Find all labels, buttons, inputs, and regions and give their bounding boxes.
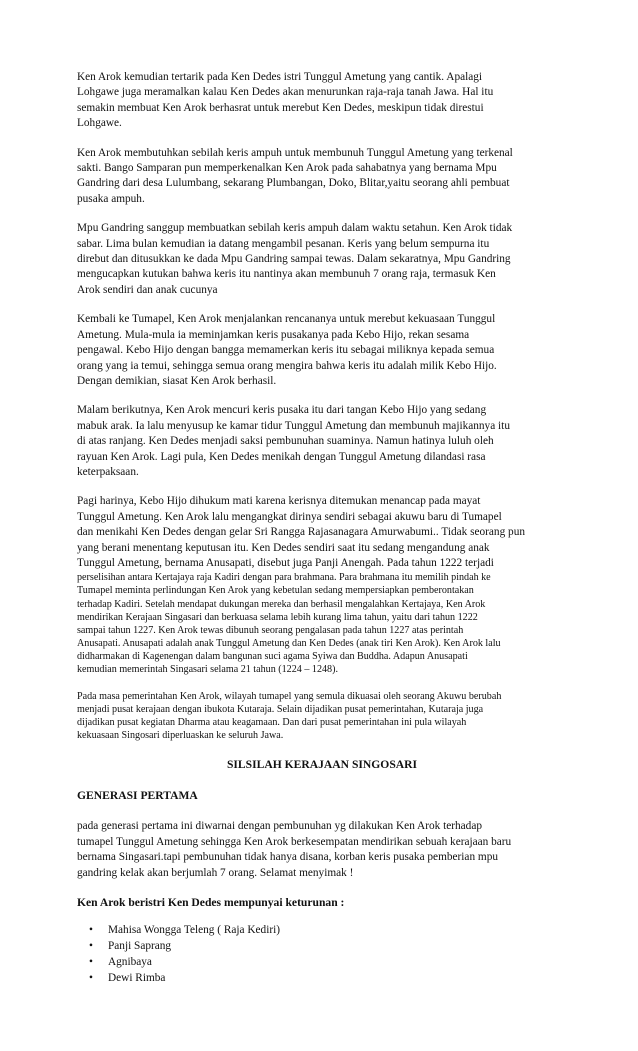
descendants-list bbox=[77, 922, 567, 986]
paragraph: Malam berikutnya, Ken Arok mencuri keris pusaka itu dari tangan Kebo Hijo yang sedang mabuk arak. Ia lalu menyusup ke kamar tidur Tunggul Ametung dan membunuh majikannya itu di atas ranjang. Ken Dedes menjadi saksi pembunuhan suaminya. Namun hatinya luluh oleh rayuan Ken Arok. Lagi pula, Ken Dedes menikah dengan Tunggul Ametung dilandasi rasa keterpaksaan. bbox=[77, 404, 510, 478]
list-item bbox=[77, 938, 567, 954]
paragraph: Kembali ke Tumapel, Ken Arok menjalankan rencananya untuk merebut kekuasaan Tunggul Ametung. Mula-mula ia meminjamkan keris pusakanya pada Kebo Hijo, rekan sesama pengawal. Kebo Hijo dengan bangga memamerkan keris itu sebagai miliknya kepada semua orang yang ia temui, sehingga semua orang mengira bahwa keris itu adalah milik Kebo Hijo. Dengan demikian, siasat Ken Arok berhasil. bbox=[77, 313, 497, 387]
list-item-label: Mahisa Wongga Teleng ( Raja Kediri) bbox=[108, 924, 280, 937]
list-item bbox=[77, 970, 567, 986]
paragraph: Pagi harinya, Kebo Hijo dihukum mati karena kerisnya ditemukan menancap pada mayat Tunggul Ametung. Ken Arok lalu mengangkat dirinya sendiri sebagai akuwu baru di Tumapel dan menikahi Ken Dedes dengan gelar Sri Rangga Rajasanagara Amurwabumi.. Tidak seorang pun yang berani menentang keputusan itu. Ken Dedes sendiri saat itu sedang mengandung anak Tunggul Ametung, bernama Anusapati, disebut juga Panji Anengah. Pada tahun 1222 terjadi bbox=[77, 495, 525, 569]
list-item bbox=[77, 922, 567, 938]
section-title: SILSILAH KERAJAAN SINGOSARI bbox=[226, 757, 418, 771]
paragraph: Ken Arok membutuhkan sebilah keris ampuh untuk membunuh Tunggul Ametung yang terkenal sakti. Bango Samparan pun memperkenalkan Ken Arok pada sahabatnya yang bernama Mpu Gandring dari desa Lulumbang, sekarang Plumbangan, Doko, Blitar,yaitu seorang ahli pembuat pusaka ampuh. bbox=[77, 146, 513, 205]
paragraph-small: Pada masa pemerintahan Ken Arok, wilayah tumapel yang semula dikuasai oleh seorang Akuwu berubah menjadi pusat kerajaan dengan ibukota Kutaraja. Selain dijadikan pusat pemerintahan, Kutaraja juga dijadikan pusat kegiatan Dharma atau keagamaan. Dan dari pusat pemerintahan ini pula wilayah kekuasaan Singosari diperluaskan ke seluruh Jawa. bbox=[77, 691, 502, 742]
list-item-label: Dewi Rimba bbox=[108, 972, 166, 985]
bullet-icon: • bbox=[89, 924, 93, 937]
generation-heading: GENERASI PERTAMA bbox=[77, 788, 198, 802]
document-page bbox=[77, 70, 567, 986]
paragraph: Ken Arok kemudian tertarik pada Ken Dedes istri Tunggul Ametung yang cantik. Apalagi Lohgawe juga meramalkan kalau Ken Dedes akan menurunkan raja-raja tanah Jawa. Hal itu semakin membuat Ken Arok berhasrat untuk merebut Ken Dedes, meskipun tidak direstui Lohgawe. bbox=[77, 71, 494, 130]
bullet-icon: • bbox=[89, 972, 93, 985]
descendants-heading: Ken Arok beristri Ken Dedes mempunyai keturunan : bbox=[77, 895, 345, 909]
bullet-icon: • bbox=[89, 956, 93, 969]
bullet-icon: • bbox=[89, 940, 93, 953]
list-item-label: Panji Saprang bbox=[108, 940, 172, 953]
list-item-label: Agnibaya bbox=[108, 956, 152, 969]
paragraph: Mpu Gandring sanggup membuatkan sebilah keris ampuh dalam waktu setahun. Ken Arok tidak sabar. Lima bulan kemudian ia datang mengambil pesanan. Keris yang belum sempurna itu direbut dan ditusukkan ke dada Mpu Gandring sampai tewas. Dalam sekaratnya, Mpu Gandring mengucapkan kutukan bahwa keris itu nantinya akan membunuh 7 orang raja, termasuk Ken Arok sendiri dan anak cucunya bbox=[77, 222, 513, 296]
generation-paragraph: pada generasi pertama ini diwarnai dengan pembunuhan yg dilakukan Ken Arok terhadap tumapel Tunggul Ametung sehingga Ken Arok berkesempatan mendirikan sebuah kerajaan baru bernama Singasari.tapi pembunuhan tidak hanya disana, korban keris pusaka pemberian mpu gandring kelak akan berjumlah 7 orang. Selamat menyimak ! bbox=[77, 820, 512, 879]
list-item bbox=[77, 954, 567, 970]
paragraph-small: perselisihan antara Kertajaya raja Kadiri dengan para brahmana. Para brahmana itu memilih pindah ke Tumapel meminta perlindungan Ken Arok yang kebetulan sedang mempersiapkan pemberontakan terhadap Kadiri. Setelah mendapat dukungan mereka dan berhasil mengalahkan Kertajaya, Ken Arok mendirikan Kerajaan Singasari dan berkuasa selama lebih kurang lima tahun, yaitu dari tahun 1222 sampai tahun 1227. Ken Arok tewas dibunuh seorang pengalasan pada tahun 1227 atas perintah Anusapati. Anusapati adalah anak Tunggul Ametung dan Ken Dedes (anak tiri Ken Arok). Ken Arok lalu didharmakan di Kagenengan dalam bangunan suci agama Syiwa dan Buddha. Adapun Anusapati kemudian memerintah Singasari selama 21 tahun (1224 – 1248). bbox=[77, 572, 501, 676]
